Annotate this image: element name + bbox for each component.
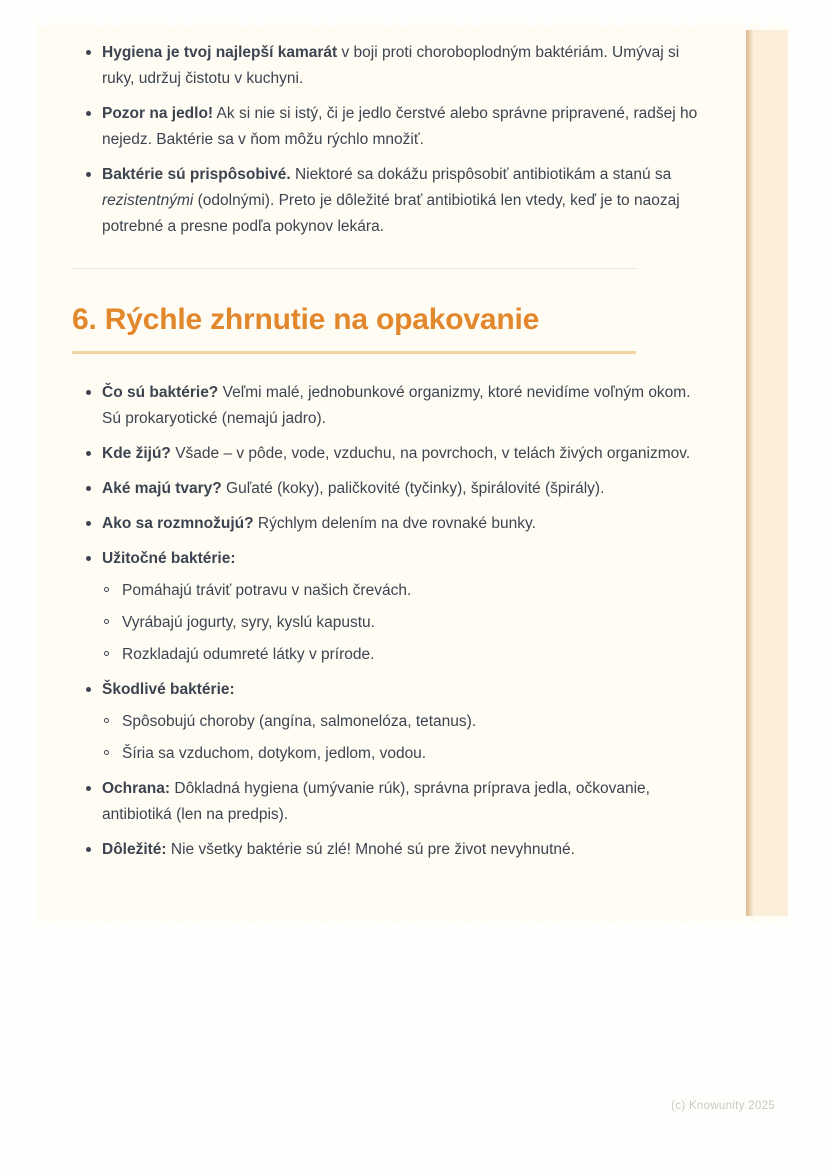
list-item [72,380,708,432]
intro-bullet-list [72,40,708,240]
list-item-lead: Baktérie sú prispôsobivé. [102,166,291,183]
sub-list [102,578,708,668]
note-card [36,22,788,924]
list-item-text: Nie všetky baktérie sú zlé! Mnohé sú pre život nevyhnutné. [166,841,575,858]
list-item [72,511,708,537]
torn-edge-top [36,22,788,30]
section-heading: 6. Rýchle zhrnutie na opakovanie [72,303,540,336]
list-item-italic: rezistentnými [102,192,194,209]
page-fold-stripe [746,30,753,916]
list-item-lead: Hygiena je tvoj najlepší kamarát [102,44,338,61]
list-item-lead: Ako sa rozmnožujú? [102,515,254,532]
list-item-lead: Užitočné baktérie: [102,550,236,567]
page-margin-strip [753,30,788,916]
list-item-lead: Kde žijú? [102,445,171,462]
list-item [72,101,708,153]
sub-list-item: Spôsobujú choroby (angína, salmonelóza, tetanus). [102,709,708,735]
list-item-lead: Ochrana: [102,780,171,797]
list-item [72,40,708,92]
list-item-text: Rýchlym delením na dve rovnaké bunky. [253,515,536,532]
list-item [72,776,708,828]
heading-underline [72,351,636,354]
list-item [72,546,708,668]
list-item-lead: Čo sú baktérie? [102,384,219,401]
list-item-lead: Škodlivé baktérie: [102,681,235,698]
sub-list-item: Rozkladajú odumreté látky v prírode. [102,642,708,668]
copyright-credit: (c) Knowunity 2025 [671,1100,775,1112]
list-item-text: Všade – v pôde, vode, vzduchu, na povrchoch, v telách živých organizmov. [170,445,691,462]
list-item-text: v boji proti choroboplodným baktériám. Umývaj si ruky, udržuj čistotu v kuchyni. [102,44,680,87]
list-item-lead: Dôležité: [102,841,167,858]
list-item-lead: Pozor na jedlo! [102,105,214,122]
list-item-text: Niektoré sa dokážu prispôsobiť antibiotikám a stanú sa [290,166,672,183]
list-item-text: Veľmi malé, jednobunkové organizmy, ktoré nevidíme voľným okom. Sú prokaryotické (nemajú jadro). [102,384,691,427]
list-item-lead: Aké majú tvary? [102,480,222,497]
sub-list-item: Pomáhajú tráviť potravu v našich črevách. [102,578,708,604]
list-item [72,441,708,467]
list-item-text: Guľaté (koky), paličkovité (tyčinky), špirálovité (špirály). [221,480,605,497]
list-item [72,837,708,863]
list-item [72,677,708,767]
sub-list-item: Šíria sa vzduchom, dotykom, jedlom, vodou. [102,741,708,767]
list-item-text: Dôkladná hygiena (umývanie rúk), správna príprava jedla, očkovanie, antibiotiká (len na predpis). [102,780,650,823]
sub-list [102,709,708,767]
sub-list-item: Vyrábajú jogurty, syry, kyslú kapustu. [102,610,708,636]
torn-edge-bottom [36,916,788,924]
section-divider [72,268,636,269]
summary-bullet-list [72,380,708,863]
list-item [72,162,708,240]
list-item-text: (odolnými). Preto je dôležité brať antibiotiká len vtedy, keď je to naozaj potrebné a presne podľa pokynov lekára. [102,192,680,235]
list-item [72,476,708,502]
note-card-body [36,30,788,916]
list-item-text: Ak si nie si istý, či je jedlo čerstvé alebo správne pripravené, radšej ho nejedz. Baktérie sa v ňom môžu rýchlo množiť. [102,105,698,148]
